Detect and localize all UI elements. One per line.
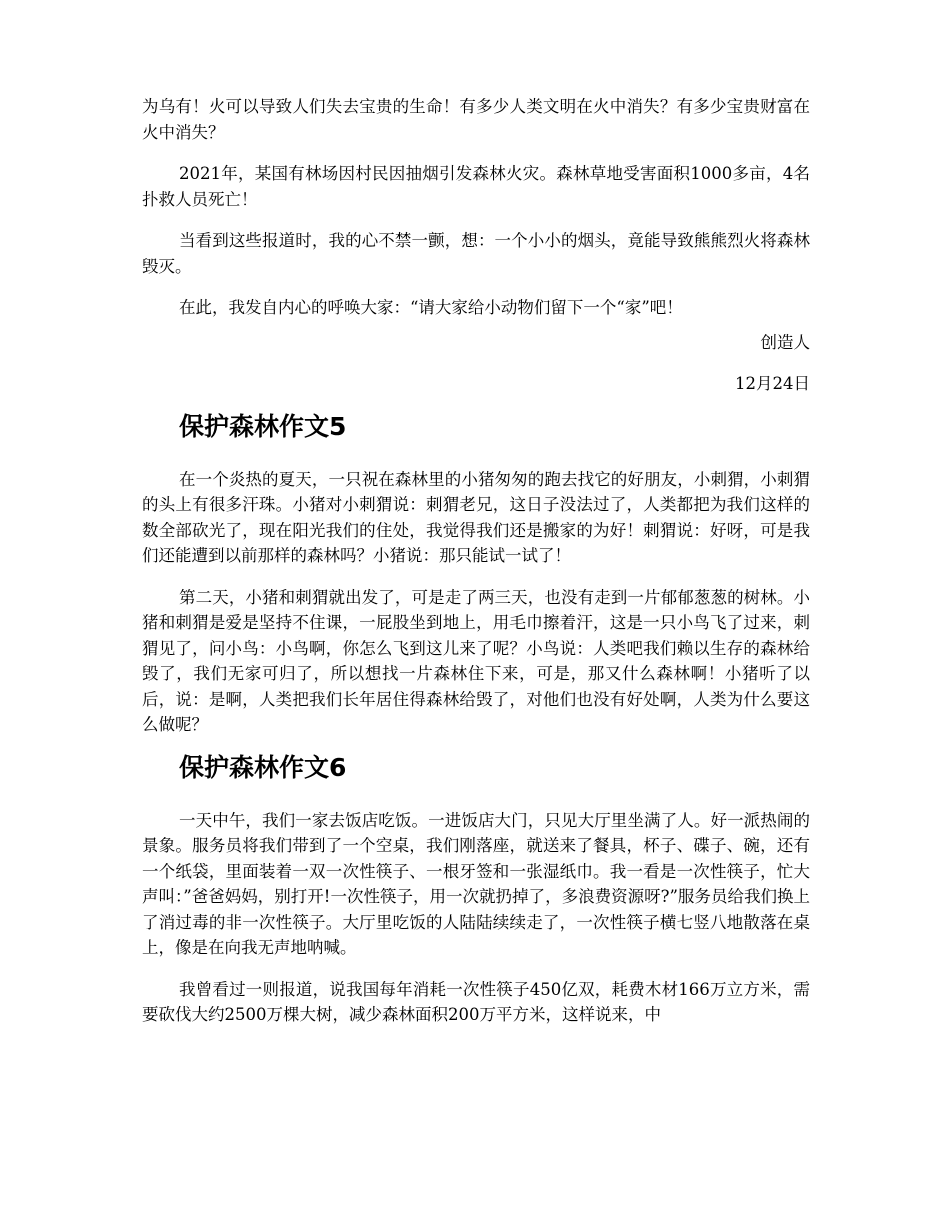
essay-6-title: 保护森林作文6 bbox=[179, 752, 347, 782]
essay-5-title: 保护森林作文5 bbox=[179, 411, 347, 441]
date: 12月24日 bbox=[735, 374, 810, 393]
paragraph-appeal: 在此，我发自内心的呼唤大家：“请大家给小动物们留下一个“家”吧！ bbox=[179, 298, 683, 317]
essay-6-paragraph: 我曾看过一则报道，说我国每年消耗一次性筷子450亿双，耗费木材166万立方米，需要砍伐大约2500万棵大树，减少森林面积200万平方米，这样说来，中 bbox=[142, 979, 810, 1024]
paragraph-forest-fire-report: 2021年，某国有林场因村民因抽烟引发森林火灾。森林草地受害面积1000多亩，4名扑救人员死亡！ bbox=[142, 164, 810, 209]
continued-paragraph: 为乌有！火可以导致人们失去宝贵的生命！有多少人类文明在火中消失？有多少宝贵财富在火中消失？ bbox=[142, 97, 810, 142]
signature: 创造人 bbox=[760, 332, 810, 352]
document-page bbox=[142, 94, 810, 1028]
essay-5-paragraph: 在一个炎热的夏天，一只祝在森林里的小猪匆匆的跑去找它的好朋友，小刺猬，小刺猬的头上有很多汗珠。小猪对小刺猬说：刺猬老兄，这日子没法过了，人类都把为我们这样的数全部砍光了，现在阳光我们的住处，我觉得我们还是搬家的为好！刺猬说：好呀，可是我们还能遭到以前那样的森林吗？小猪说：那只能试一试了！ bbox=[142, 469, 810, 565]
essay-6-paragraph: 一天中午，我们一家去饭店吃饭。一进饭店大门，只见大厅里坐满了人。好一派热闹的景象。服务员将我们带到了一个空桌，我们刚落座，就送来了餐具，杯子、碟子、碗，还有一个纸袋，里面装着一双一次性筷子、一根牙签和一张湿纸巾。我一看是一次性筷子，忙大声叫：”爸爸妈妈，别打开!一次性筷子，用一次就扔掉了，多浪费资源呀?”服务员给我们换上了消过毒的非一次性筷子。大厅里吃饭的人陆陆续续走了，一次性筷子横七竖八地散落在桌上，像是在向我无声地呐喊。 bbox=[142, 810, 810, 957]
paragraph-reaction: 当看到这些报道时，我的心不禁一颤，想：一个小小的烟头，竟能导致熊熊烈火将森林毁灭。 bbox=[142, 231, 810, 276]
essay-5-paragraph: 第二天，小猪和刺猬就出发了，可是走了两三天，也没有走到一片郁郁葱葱的树林。小猪和刺猬是爱是坚持不住课，一屁股坐到地上，用毛巾擦着汗，这是一只小鸟飞了过来，刺猬见了，问小鸟：小鸟啊，你怎么飞到这儿来了呢？小鸟说：人类吧我们赖以生存的森林给毁了，我们无家可归了，所以想找一片森林住下来，可是，那又什么森林啊！小猪听了以后，说：是啊，人类把我们长年居住得森林给毁了，对他们也没有好处啊，人类为什么要这么做呢？ bbox=[142, 587, 810, 734]
